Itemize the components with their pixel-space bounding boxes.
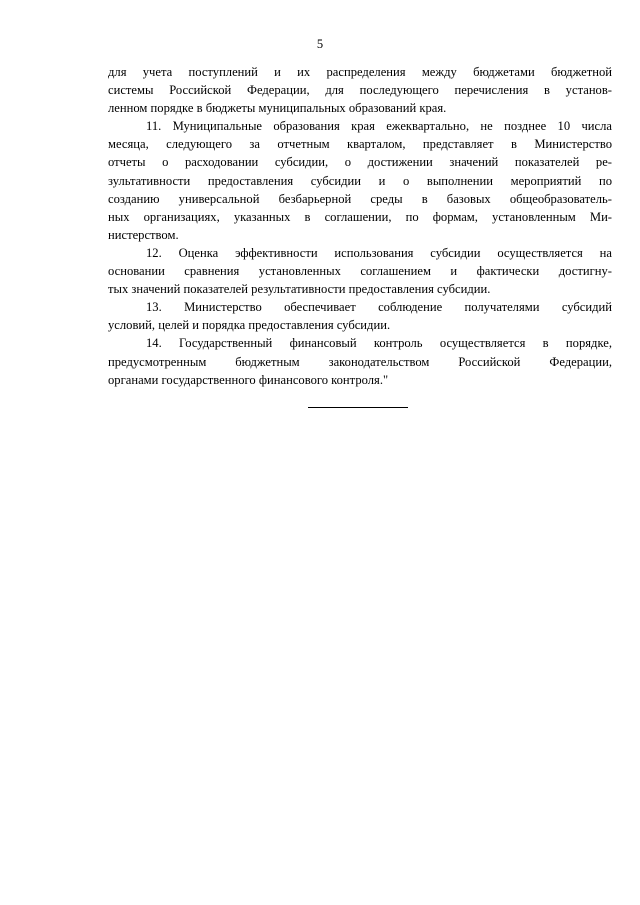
text-line: созданию универсальной безбарьерной среды в базовых общеобразователь- — [108, 191, 612, 206]
text-line: органами государственного финансового контроля." — [108, 372, 389, 387]
text-line: отчеты о расходовании субсидии, о достижении значений показателей ре- — [108, 155, 612, 170]
text-line: системы Российской Федерации, для последующего перечисления в установ- — [108, 83, 612, 98]
text-line: основании сравнения установленных соглашением и фактически достигну- — [108, 264, 612, 279]
text-line: предусмотренным бюджетным законодательством Российской Федерации, — [108, 354, 612, 369]
document-body — [108, 63, 612, 389]
paragraph-item-12 — [108, 244, 612, 298]
paragraph-item-14 — [108, 334, 612, 388]
text-line: условий, целей и порядка предоставления субсидии. — [108, 318, 391, 333]
text-line: ных организациях, указанных в соглашении, по формам, установленным Ми- — [108, 209, 612, 224]
page-number: 5 — [316, 37, 324, 51]
text-line: тых значений показателей результативности предоставления субсидии. — [108, 282, 491, 297]
text-line: 11. Муниципальные образования края ежеквартально, не позднее 10 числа — [146, 119, 612, 134]
text-line: 13. Министерство обеспечивает соблюдение получателями субсидий — [146, 300, 612, 315]
end-of-document-rule — [308, 407, 408, 408]
text-line: ленном порядке в бюджеты муниципальных образований края. — [108, 101, 447, 116]
paragraph-continuation — [108, 63, 612, 117]
paragraph-item-11 — [108, 117, 612, 244]
text-line: 14. Государственный финансовый контроль осуществляется в порядке, — [146, 336, 612, 351]
text-line: нистерством. — [108, 227, 179, 242]
text-line: месяца, следующего за отчетным кварталом, представляет в Министерство — [108, 137, 612, 152]
text-line: зультативности предоставления субсидии и о выполнении мероприятий по — [108, 173, 612, 188]
text-line: 12. Оценка эффективности использования субсидии осуществляется на — [146, 245, 612, 260]
paragraph-item-13 — [108, 298, 612, 334]
text-line: для учета поступлений и их распределения между бюджетами бюджетной — [108, 65, 612, 79]
